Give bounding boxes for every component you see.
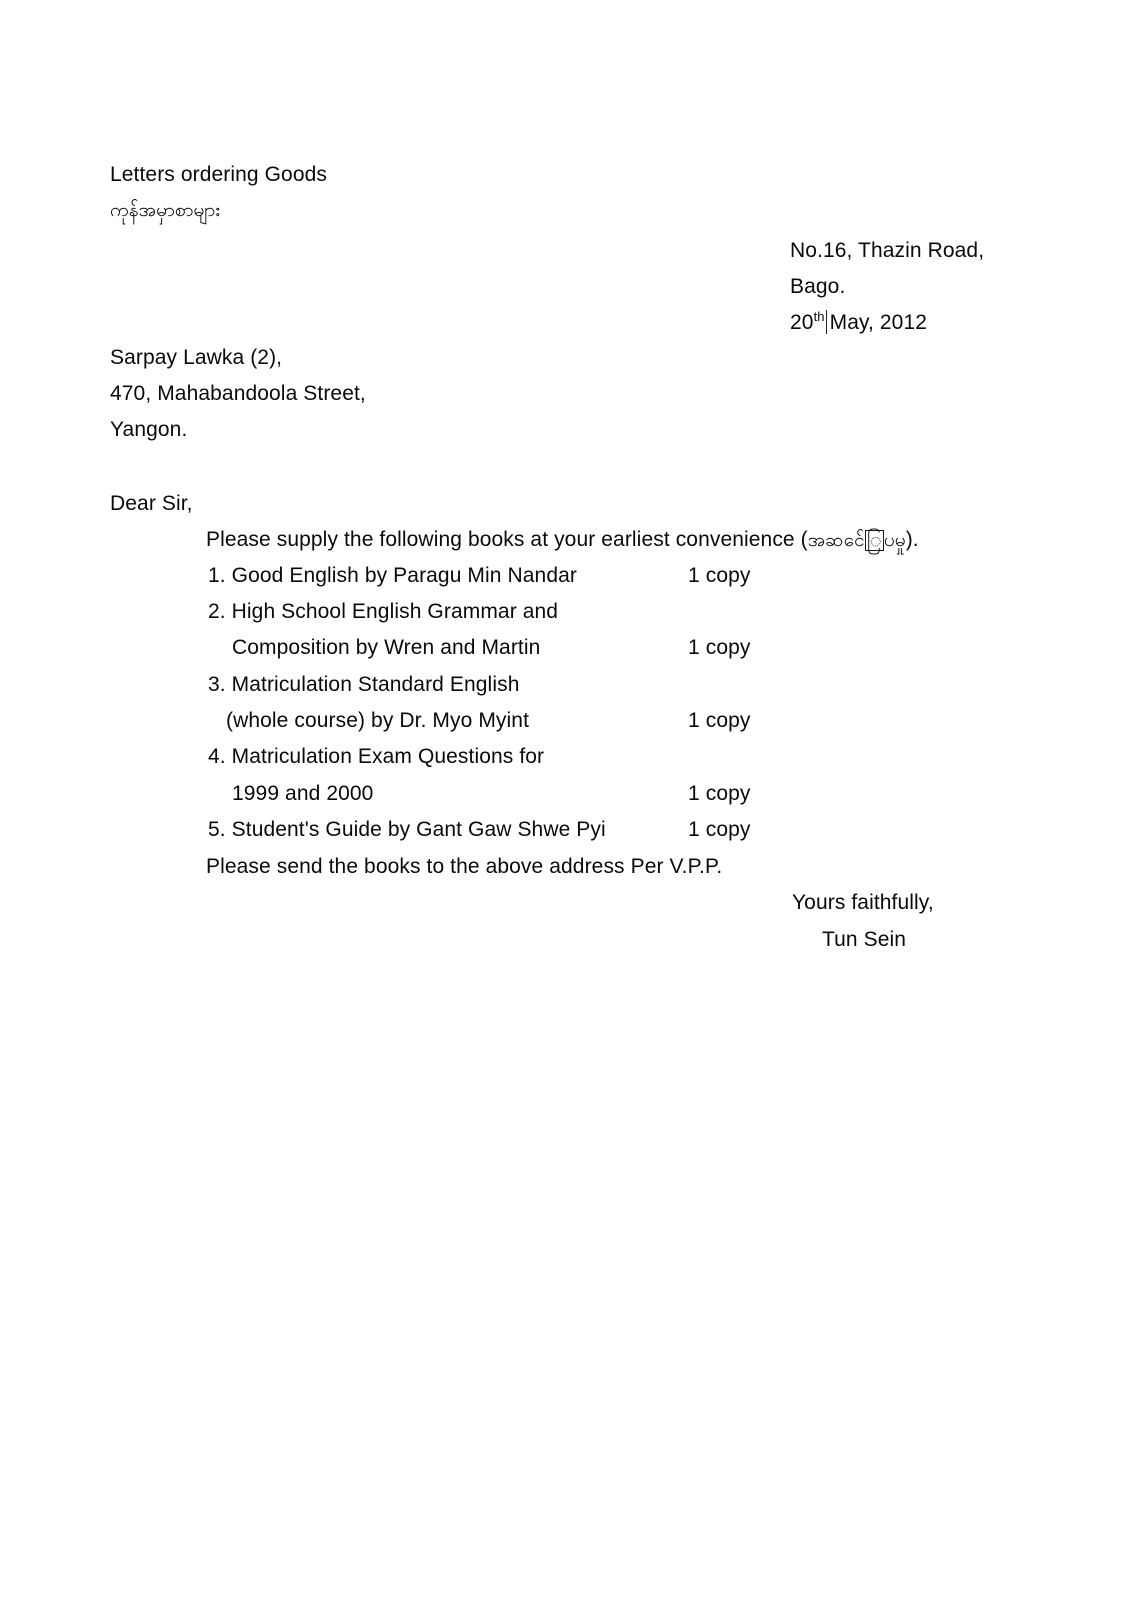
sender-address-line-1: No.16, Thazin Road, (790, 239, 985, 262)
recipient-address-line-3: Yangon. (110, 418, 188, 441)
recipient-address-line-1: Sarpay Lawka (2), (110, 346, 283, 369)
recipient-address-line-2: 470, Mahabandoola Street, (110, 382, 366, 405)
letter-date (790, 305, 927, 341)
intro-burmese-prefix: အဆင်ေ (807, 529, 865, 551)
list-item: 4. Matriculation Exam Questions for (208, 745, 545, 768)
list-item: 5. Student's Guide by Gant Gaw Shwe Pyi (208, 818, 606, 841)
valediction: Yours faithfully, (792, 891, 934, 914)
sender-address-line-2: Bago. (790, 275, 846, 298)
intro-closing-punctuation: ). (905, 528, 919, 551)
page-title-burmese: ကုန်အမှာစာများ (110, 199, 221, 221)
signature-name: Tun Sein (822, 928, 907, 951)
date-month-year: May, 2012 (829, 311, 928, 334)
list-item-continuation: 1999 and 2000 (232, 782, 374, 805)
shipping-instruction: Please send the books to the above address Per V.P.P. (206, 855, 723, 878)
list-item-quantity: 1 copy (688, 818, 751, 841)
list-item-quantity: 1 copy (688, 782, 751, 805)
page-title: Letters ordering Goods (110, 163, 327, 186)
list-item-quantity: 1 copy (688, 636, 751, 659)
list-item-quantity: 1 copy (688, 709, 751, 732)
text-cursor-caret (826, 310, 827, 334)
intro-burmese-boxed-glyph: ြ (866, 529, 882, 551)
date-day: 20 (790, 311, 814, 334)
list-item: 3. Matriculation Standard English (208, 673, 520, 696)
intro-paragraph (206, 522, 919, 558)
salutation: Dear Sir, (110, 492, 193, 515)
intro-burmese-suffix: ပမှု (883, 529, 906, 551)
list-item: 1. Good English by Paragu Min Nandar (208, 564, 577, 587)
list-item-continuation: Composition by Wren and Martin (232, 636, 541, 659)
list-item: 2. High School English Grammar and (208, 600, 559, 623)
intro-text-english: Please supply the following books at your earliest convenience ( (206, 528, 808, 551)
list-item-quantity: 1 copy (688, 564, 751, 587)
date-ordinal-suffix: th (813, 309, 825, 324)
list-item-continuation: (whole course) by Dr. Myo Myint (226, 709, 530, 732)
